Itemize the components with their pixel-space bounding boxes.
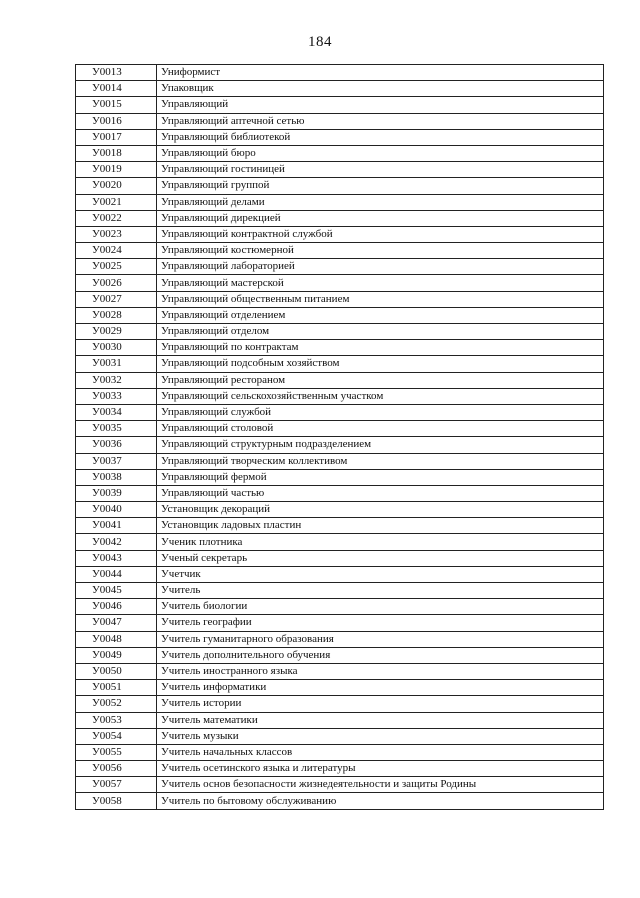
table-row [76,194,604,210]
occupation-name-cell: Управляющий [157,97,604,113]
code-cell: У0034 [76,404,157,420]
code-cell: У0054 [76,728,157,744]
code-cell: У0035 [76,421,157,437]
occupation-name-cell: Управляющий делами [157,194,604,210]
occupation-name-cell: Установщик ладовых пластин [157,518,604,534]
occupation-name-cell: Учитель иностранного языка [157,663,604,679]
code-cell: У0032 [76,372,157,388]
code-cell: У0051 [76,680,157,696]
code-cell: У0056 [76,761,157,777]
code-cell: У0042 [76,534,157,550]
code-cell: У0028 [76,307,157,323]
occupation-name-cell: Управляющий структурным подразделением [157,437,604,453]
table-row [76,615,604,631]
table-row [76,81,604,97]
table-row [76,453,604,469]
occupation-name-cell: Управляющий библиотекой [157,129,604,145]
code-cell: У0025 [76,259,157,275]
table-row [76,259,604,275]
occupation-name-cell: Учитель истории [157,696,604,712]
code-cell: У0058 [76,793,157,809]
table-row [76,372,604,388]
occupation-name-cell: Управляющий фермой [157,469,604,485]
code-cell: У0053 [76,712,157,728]
code-cell: У0048 [76,631,157,647]
occupation-name-cell: Униформист [157,65,604,81]
table-row [76,583,604,599]
occupation-name-cell: Учитель основ безопасности жизнедеятельности и защиты Родины [157,777,604,793]
occupation-name-cell: Ученик плотника [157,534,604,550]
page-number: 184 [308,34,332,50]
code-cell: У0031 [76,356,157,372]
table-row [76,145,604,161]
table-row [76,744,604,760]
table-row [76,793,604,809]
table-row [76,696,604,712]
table-row [76,761,604,777]
code-cell: У0018 [76,145,157,161]
occupation-name-cell: Управляющий сельскохозяйственным участком [157,388,604,404]
occupation-name-cell: Управляющий по контрактам [157,340,604,356]
occupation-name-cell: Управляющий группой [157,178,604,194]
table-row [76,680,604,696]
occupation-name-cell: Учитель осетинского языка и литературы [157,761,604,777]
code-cell: У0023 [76,226,157,242]
code-cell: У0017 [76,129,157,145]
code-cell: У0057 [76,777,157,793]
code-cell: У0045 [76,583,157,599]
table-row [76,485,604,501]
occupation-name-cell: Учитель географии [157,615,604,631]
code-cell: У0039 [76,485,157,501]
occupation-name-cell: Управляющий подсобным хозяйством [157,356,604,372]
occupation-name-cell: Управляющий общественным питанием [157,291,604,307]
code-cell: У0033 [76,388,157,404]
code-cell: У0043 [76,550,157,566]
table-row [76,243,604,259]
occupation-name-cell: Управляющий лабораторией [157,259,604,275]
table-row [76,469,604,485]
occupation-name-cell: Управляющий мастерской [157,275,604,291]
table-body [76,65,604,810]
table-row [76,226,604,242]
occupation-name-cell: Управляющий рестораном [157,372,604,388]
occupation-name-cell: Упаковщик [157,81,604,97]
occupation-name-cell: Учитель гуманитарного образования [157,631,604,647]
code-cell: У0019 [76,162,157,178]
code-cell: У0055 [76,744,157,760]
code-cell: У0021 [76,194,157,210]
code-cell: У0029 [76,324,157,340]
occupation-name-cell: Управляющий частью [157,485,604,501]
code-cell: У0050 [76,663,157,679]
table-row [76,178,604,194]
code-cell: У0027 [76,291,157,307]
table-row [76,356,604,372]
occupation-name-cell: Учитель музыки [157,728,604,744]
code-cell: У0044 [76,566,157,582]
table-row [76,97,604,113]
table-row [76,518,604,534]
occupation-name-cell: Учитель информатики [157,680,604,696]
table-row [76,712,604,728]
code-cell: У0041 [76,518,157,534]
code-cell: У0052 [76,696,157,712]
table-row [76,728,604,744]
code-cell: У0016 [76,113,157,129]
occupation-name-cell: Управляющий службой [157,404,604,420]
occupation-name-cell: Учетчик [157,566,604,582]
code-cell: У0024 [76,243,157,259]
code-cell: У0015 [76,97,157,113]
table-row [76,340,604,356]
occupation-name-cell: Управляющий столовой [157,421,604,437]
code-cell: У0038 [76,469,157,485]
code-cell: У0037 [76,453,157,469]
code-cell: У0030 [76,340,157,356]
occupation-name-cell: Управляющий отделом [157,324,604,340]
table-row [76,437,604,453]
occupation-name-cell: Учитель [157,583,604,599]
table-row [76,210,604,226]
occupation-name-cell: Управляющий контрактной службой [157,226,604,242]
occupation-name-cell: Учитель математики [157,712,604,728]
occupation-name-cell: Управляющий дирекцией [157,210,604,226]
code-cell: У0049 [76,647,157,663]
table-row [76,275,604,291]
code-cell: У0013 [76,65,157,81]
table-row [76,777,604,793]
occupation-name-cell: Учитель биологии [157,599,604,615]
code-cell: У0046 [76,599,157,615]
code-cell: У0020 [76,178,157,194]
code-cell: У0040 [76,502,157,518]
occupation-name-cell: Управляющий аптечной сетью [157,113,604,129]
code-cell: У0022 [76,210,157,226]
table-row [76,113,604,129]
table-row [76,599,604,615]
occupation-name-cell: Учитель по бытовому обслуживанию [157,793,604,809]
table-row [76,550,604,566]
occupation-name-cell: Учитель начальных классов [157,744,604,760]
table-row [76,129,604,145]
occupation-name-cell: Управляющий костюмерной [157,243,604,259]
occupation-name-cell: Учитель дополнительного обучения [157,647,604,663]
table-row [76,421,604,437]
table-row [76,647,604,663]
occupation-name-cell: Управляющий отделением [157,307,604,323]
table-row [76,404,604,420]
code-cell: У0036 [76,437,157,453]
table-row [76,502,604,518]
occupation-name-cell: Управляющий гостиницей [157,162,604,178]
table-row [76,534,604,550]
occupation-name-cell: Установщик декораций [157,502,604,518]
table-row [76,291,604,307]
code-cell: У0047 [76,615,157,631]
table-row [76,566,604,582]
code-cell: У0026 [76,275,157,291]
table-row [76,631,604,647]
table-row [76,388,604,404]
occupation-name-cell: Ученый секретарь [157,550,604,566]
table-row [76,307,604,323]
occupation-name-cell: Управляющий творческим коллективом [157,453,604,469]
table-row [76,162,604,178]
occupation-name-cell: Управляющий бюро [157,145,604,161]
table-row [76,65,604,81]
table-row [76,324,604,340]
occupation-codes-table [75,64,604,810]
table-row [76,663,604,679]
code-cell: У0014 [76,81,157,97]
